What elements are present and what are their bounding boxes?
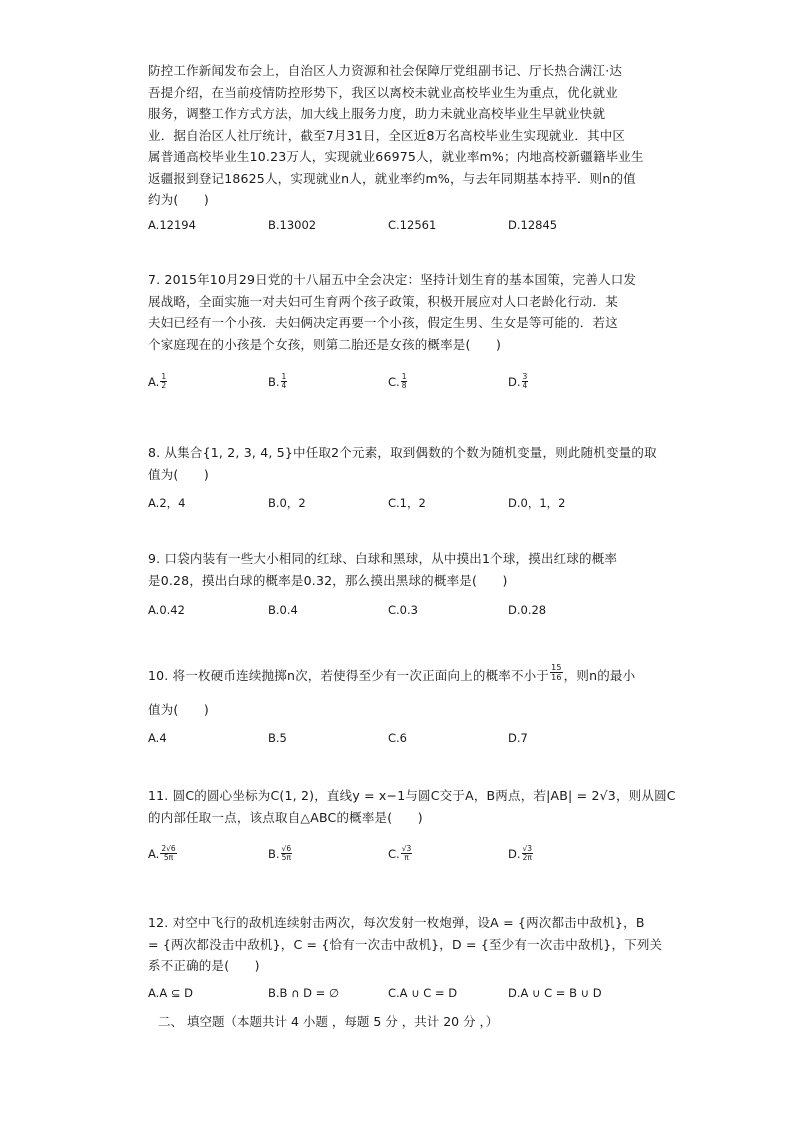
option-b — [268, 846, 292, 863]
question-line: 属普通高校毕业生10.23万人，实现就业66975人，就业率m%；内地高校新疆籍毕业生 — [148, 149, 644, 164]
option-d: D.0.28 — [508, 603, 547, 617]
question-11-options — [148, 846, 678, 864]
option-c — [388, 374, 407, 391]
fraction — [550, 663, 563, 682]
option-c: C.A ∪ C = D — [388, 986, 458, 1000]
question-text-segment: ，则从圆C — [615, 788, 676, 803]
question-line: 9. 口袋内装有一些大小相同的红球、白球和黑球，从中摸出1个球，摸出红球的概率 — [148, 551, 618, 566]
option-d: D.12845 — [508, 218, 558, 232]
option-prefix: D. — [508, 847, 521, 861]
question-line: 的内部任取一点，该点取自△ABC的概率是( ) — [148, 809, 423, 825]
question-12-options — [148, 986, 678, 1004]
question-9-options — [148, 603, 678, 621]
question-8-options — [148, 495, 678, 513]
fraction-numerator: √3 — [401, 844, 412, 853]
question-line: 服务，调整工作方式方法，加大线上服务力度，助力未就业高校毕业生早就业快就 — [148, 106, 606, 121]
question-7-text — [148, 269, 678, 355]
question-line: 返疆报到登记18625人，实现就业n人，就业率约m%，与去年同期基本持平．则n的值 — [148, 170, 636, 186]
question-line: 8. 从集合{1, 2, 3, 4, 5}中任取2个元素，取到偶数的个数为随机变量，则此随机变量的取 — [148, 445, 657, 460]
option-c: C.6 — [388, 731, 408, 745]
question-text-segment: ，则n的最小 — [563, 668, 636, 683]
question-line: 约为( ) — [148, 192, 209, 207]
option-d: D.7 — [508, 731, 528, 745]
option-c: C.12561 — [388, 218, 437, 232]
option-d — [508, 846, 533, 863]
question-line: 业．据自治区人社厅统计，截至7月31日，全区近8万名高校毕业生实现就业．其中区 — [148, 127, 626, 143]
question-line: 7. 2015年10月29日党的十八届五中全会决定：坚持计划生育的基本国策，完善人口发 — [148, 272, 637, 287]
fraction-numerator: 1 — [281, 372, 287, 381]
option-d — [508, 374, 528, 391]
fraction-denominator: 4 — [281, 381, 287, 390]
fraction — [401, 373, 408, 390]
option-a: A.2，4 — [148, 496, 186, 510]
fraction-denominator: 5π — [163, 853, 174, 862]
fraction-numerator: √3 — [522, 844, 533, 853]
fraction-denominator: 4 — [522, 381, 528, 390]
fraction-numerator: 2√6 — [161, 844, 176, 853]
question-7-options — [148, 374, 678, 392]
option-a: A.12194 — [148, 218, 196, 232]
option-b: B.13002 — [268, 218, 317, 232]
question-line: 吾提介绍，在当前疫情防控形势下，我区以离校未就业高校毕业生为重点，优化就业 — [148, 84, 618, 100]
question-line: 展战略，全面实施一对夫妇可生育两个孩子政策，积极开展应对人口老龄化行动．某 — [148, 293, 618, 309]
question-line: 系不正确的是( ) — [148, 958, 260, 973]
option-d: D.A ∪ C = B ∪ D — [508, 986, 602, 1000]
option-prefix: B. — [268, 847, 280, 861]
fraction — [160, 373, 167, 390]
sqrt-expression: √3 — [599, 788, 616, 803]
question-line: 12. 对空中飞行的敌机连续射击两次，每次发射一枚炮弹，设A = {两次都击中敌机}，B — [148, 915, 645, 930]
option-prefix: B. — [268, 375, 280, 389]
question-line: 值为( ) — [148, 702, 209, 717]
option-a: A.A ⊆ D — [148, 986, 193, 1000]
fraction-denominator: π — [404, 853, 409, 862]
question-10-text — [148, 665, 678, 687]
option-prefix: C. — [388, 847, 400, 861]
fraction — [281, 845, 293, 862]
option-b — [268, 374, 287, 391]
option-a — [148, 846, 177, 863]
option-prefix: C. — [388, 375, 400, 389]
option-a: A.0.42 — [148, 603, 185, 617]
fraction — [522, 373, 529, 390]
question-line — [148, 785, 678, 807]
option-prefix: A. — [148, 847, 160, 861]
option-c — [388, 846, 412, 863]
option-b: B.0，2 — [268, 496, 306, 510]
question-10-options — [148, 731, 678, 749]
question-10-text-line2 — [148, 699, 678, 721]
fraction-denominator: 16 — [551, 673, 562, 682]
fraction — [281, 373, 288, 390]
question-line: 是0.28，摸出白球的概率是0.32，那么摸出黑球的概率是( ) — [148, 572, 508, 588]
question-line: = {两次都没击中敌机}，C = {恰有一次击中敌机}，D = {至少有一次击中敌机}，下列关 — [148, 936, 663, 952]
option-c: C.0.3 — [388, 603, 418, 617]
question-text-segment: 11. 圆C的圆心坐标为C(1, 2)，直线y = x−1与圆C交于A，B两点，若|AB| = 2 — [148, 788, 600, 803]
fraction-numerator: 3 — [522, 372, 528, 381]
option-prefix: A. — [148, 375, 160, 389]
option-a — [148, 374, 167, 391]
fraction-denominator: 8 — [401, 381, 407, 390]
fraction — [522, 845, 534, 862]
question-line — [148, 665, 678, 687]
option-b: B.B ∩ D = ∅ — [268, 986, 339, 1000]
fraction-denominator: 2 — [161, 381, 167, 390]
question-6-options — [148, 218, 678, 236]
option-c: C.1，2 — [388, 496, 426, 510]
fraction-numerator: 15 — [551, 663, 562, 672]
fraction-numerator: 1 — [161, 372, 167, 381]
option-b: B.0.4 — [268, 603, 298, 617]
option-a: A.4 — [148, 731, 167, 745]
question-6-text — [148, 60, 678, 211]
question-9-text — [148, 548, 678, 591]
section-heading: 二、 填空题（本题共计 4 小题 ，每题 5 分 ，共计 20 分 ，） — [158, 1014, 499, 1029]
fraction — [160, 845, 176, 862]
question-line: 夫妇已经有一个小孩．夫妇俩决定再要一个小孩，假定生男、生女是等可能的．若这 — [148, 315, 618, 330]
fraction-denominator: 2π — [522, 853, 532, 862]
option-b: B.5 — [268, 731, 287, 745]
option-d: D.0，1，2 — [508, 496, 566, 510]
option-prefix: D. — [508, 375, 521, 389]
question-12-text — [148, 912, 678, 977]
fraction-denominator: 5π — [281, 853, 291, 862]
fraction — [401, 845, 413, 862]
fraction-numerator: √6 — [281, 844, 292, 853]
question-line: 个家庭现在的小孩是个女孩，则第二胎还是女孩的概率是( ) — [148, 336, 502, 352]
question-text-segment: 10. 将一枚硬币连续抛掷n次，若使得至少有一次正面向上的概率不小于 — [148, 668, 550, 683]
question-8-text — [148, 442, 678, 485]
question-11-text — [148, 785, 678, 828]
question-line: 值为( ) — [148, 466, 209, 482]
question-line: 防控工作新闻发布会上，自治区人力资源和社会保障厅党组副书记、厅长热合满江·达 — [148, 63, 623, 78]
fraction-numerator: 1 — [401, 372, 407, 381]
